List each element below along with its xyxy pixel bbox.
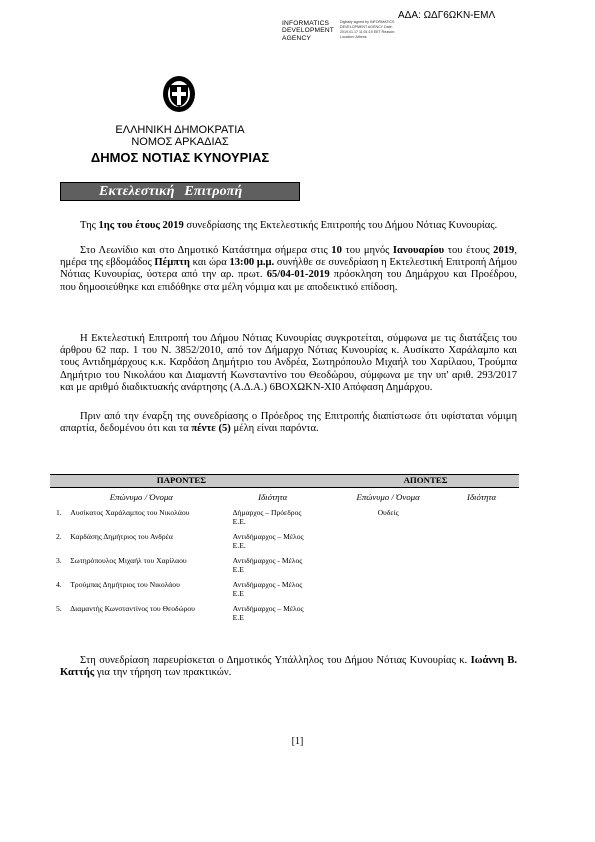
attendance-table bbox=[50, 474, 519, 628]
col-role-absent: Ιδιότητα bbox=[467, 492, 497, 502]
table-row: 4. Τρούμπας Δημήτριος του Νικολάου Αντιδήμαρχος - Μέλος Ε.Ε bbox=[56, 580, 303, 598]
col-name-present: Επώνυμο / Όνομα bbox=[109, 492, 173, 502]
committee-title: Εκτελεστική Επιτροπή bbox=[99, 184, 243, 199]
present-header: ΠΑΡΟΝΤΕΣ bbox=[50, 475, 313, 488]
committee-title-banner bbox=[60, 182, 300, 201]
absent-header: ΑΠΟΝΤΕΣ bbox=[332, 475, 519, 488]
greek-emblem-icon bbox=[162, 75, 196, 113]
header-republic: ΕΛΛΗΝΙΚΗ ΔΗΜΟΚΡΑΤΙΑ bbox=[115, 124, 245, 136]
digital-signature-text: Digitally signed by INFORMATICS DEVELOPMENT AGENCY Date: 2019.01.17 11:01:19 EET Reason: Location: Athens bbox=[340, 20, 396, 39]
table-row: 1. Αυσίκατος Χαράλαμπος του Νικολάου Δήμαρχος – Πρόεδρος Ε.Ε. Ουδείς bbox=[50, 508, 519, 532]
table-row: 5. Διαμαντής Κωνσταντίνος του Θεοδώρου Αντιδήμαρχος – Μέλος Ε.Ε bbox=[56, 604, 304, 622]
page-number: [1] bbox=[291, 736, 304, 747]
paragraph-meeting-details: Στο Λεωνίδιο και στο Δημοτικό Κατάστημα σήμερα στις 10 του μηνός Ιανουαρίου του έτους 2019, ημέρα της εβδομάδος Πέμπτη και ώρα 13:00 μ.μ. συνήλθε σε συνεδρίαση η Εκτελεστική Επιτροπή Δήμου Νότιας Κυνουρίας, ύστερα από την αρ. πρωτ. 65/04-01-2019 πρόσκληση του Δημάρχου και Προέδρου, που δημοσιεύθηκε και επιδόθηκε στα μέλη νόμιμα και με αποδεικτικό επίδοση. bbox=[60, 245, 517, 293]
ada-code: ΑΔΑ: ΩΔΓ6ΩΚΝ-ΕΜΛ bbox=[398, 10, 496, 21]
table-row: 2. Καρδάσης Δημήτριος του Ανδρέα Αντιδήμαρχος – Μέλος Ε.Ε. bbox=[56, 532, 304, 550]
col-role-present: Ιδιότητα bbox=[258, 492, 288, 502]
paragraph-session: Της 1ης του έτους 2019 συνεδρίασης της Εκτελεστικής Επιτροπής του Δήμου Νότιας Κυνουρίας. bbox=[80, 220, 498, 231]
agency-line: INFORMATICS bbox=[282, 20, 330, 27]
header-prefecture: ΝΟΜΟΣ ΑΡΚΑΔΙΑΣ bbox=[131, 136, 229, 148]
agency-line: DEVELOPMENT bbox=[282, 27, 335, 35]
header-municipality: ΔΗΜΟΣ ΝΟΤΙΑΣ ΚΥΝΟΥΡΙΑΣ bbox=[90, 150, 270, 165]
agency-signature-label bbox=[282, 20, 334, 42]
paragraph-composition: Η Εκτελεστική Επιτροπή του Δήμου Νότιας Κυνουρίας συγκροτείται, σύμφωνα με τις διατάξεις του άρθρου 62 παρ. 1 του Ν. 3852/2010, από τον Δήμαρχο Νότιας Κυνουρίας κ. Αυσίκατο Χαράλαμπο και τους Αντιδημάρχους κ.κ. Καρδάση Δημήτριο του Ανδρέα, Σωτηρόπουλο Μιχαήλ του Χαρίλαου, Τρούμπα Δημήτριο του Νικολάου και Διαμαντή Κωνσταντίνο του Θεοδώρου, σύμφωνα με την υπ' αριθ. 293/2017 και με αριθμό διαδικτυακής ανάρτησης (Α.Δ.Α.) 6ΒΟΧΩΚΝ-ΧΙ0 Απόφαση Δημάρχου. bbox=[60, 333, 517, 393]
paragraph-secretary: Στη συνεδρίαση παρευρίσκεται ο Δημοτικός Υπάλληλος του Δήμου Νότιας Κυνουρίας κ. Ιωάννη Β. Καττής για την τήρηση των πρακτικών. bbox=[60, 655, 518, 679]
paragraph-quorum: Πριν από την έναρξη της συνεδρίασης ο Πρόεδρος της Επιτροπής διαπίστωσε ότι υφίσταται νόμιμη απαρτία, δεδομένου ότι και τα πέντε (5) μέλη είναι παρόντα. bbox=[60, 411, 517, 435]
table-header-row bbox=[50, 475, 519, 488]
absent-none: Ουδείς bbox=[377, 508, 399, 517]
document-header bbox=[60, 124, 300, 166]
agency-line: AGENCY bbox=[282, 34, 312, 42]
col-name-absent: Επώνυμο / Όνομα bbox=[356, 492, 420, 502]
table-row: 3. Σωτηρόπουλος Μιχαήλ του Χαρίλαου Αντιδήμαρχος - Μέλος Ε.Ε bbox=[56, 556, 303, 574]
table-subheader-row bbox=[50, 488, 519, 509]
